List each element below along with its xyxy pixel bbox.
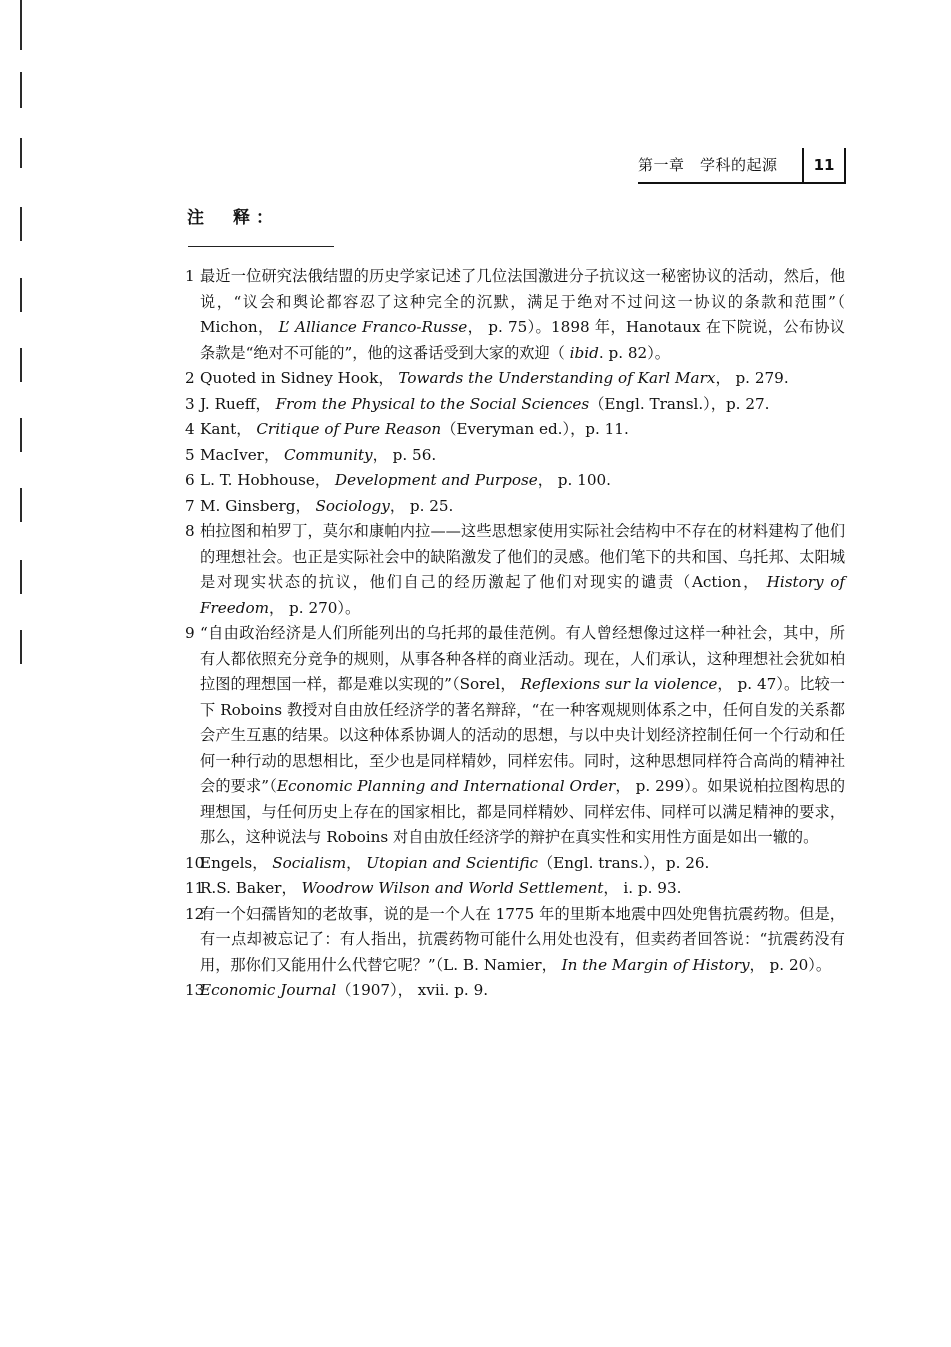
note-italic-title: Economic Planning and International Order <box>276 777 616 795</box>
binding-mark <box>20 560 22 594</box>
note-text <box>200 851 845 877</box>
note-item <box>185 519 845 621</box>
note-number: 11 <box>185 879 205 897</box>
note-italic-title: From the Physical to the Social Sciences <box>275 394 590 413</box>
chapter-label: 第一章 学科的起源 <box>638 148 802 184</box>
note-text <box>200 468 845 494</box>
heading-rule <box>188 246 334 247</box>
note-item <box>185 468 845 494</box>
note-text <box>200 621 845 851</box>
note-item <box>185 417 845 443</box>
note-segment: L. T. Hobhouse， <box>200 471 335 489</box>
note-text <box>200 417 845 443</box>
note-number: 6 <box>185 471 195 489</box>
note-italic-title: L’ Alliance Franco-Russe <box>278 318 468 336</box>
binding-mark <box>20 418 22 452</box>
note-italic-title: ibid <box>569 343 599 362</box>
note-number: 1 <box>185 267 195 285</box>
note-item <box>185 851 845 877</box>
note-segment: 柏拉图和柏罗丁，莫尔和康帕内拉——这些思想家使用实际社会结构中不存在的材料建构了他们的理想社会。也正是实际社会中的缺陷激发了他们的灵感。他们笔下的共和国、乌托邦、太阳城是对现实状态的抗议，他们自己的经历激起了他们对现实的谴责（Action， <box>200 522 845 591</box>
note-item <box>185 392 845 418</box>
note-text <box>200 366 845 392</box>
note-number: 4 <box>185 420 195 438</box>
binding-mark <box>20 0 22 50</box>
note-number: 12 <box>185 904 205 923</box>
binding-mark <box>20 138 22 168</box>
binding-mark <box>20 207 22 241</box>
note-segment: Kant， <box>200 420 257 438</box>
note-item <box>185 621 845 851</box>
note-segment: J. Rueff， <box>200 394 276 413</box>
note-number: 8 <box>185 522 195 540</box>
note-segment: 有一个妇孺皆知的老故事，说的是一个人在 1775 年的里斯本地震中四处兜售抗震药物。但是，有一点却被忘记了：有人指出，抗震药物可能什么用处也没有，但卖药者回答说：“抗震药没有用，那你们又能用什么代替它呢？”（L. B. Namier， <box>200 904 845 974</box>
note-text <box>200 392 845 418</box>
note-number: 9 <box>185 624 195 642</box>
note-text <box>200 876 845 902</box>
note-segment: ， p. 75）。1898 年，Hanotaux 在下院说，公布协议条款是“绝对不可能的”，他的这番话受到大家的欢迎（ <box>200 318 845 362</box>
running-head <box>638 148 846 184</box>
note-segment: 最近一位研究法俄结盟的历史学家记述了几位法国激进分子抗议这一秘密协议的活动，然后，他说，“议会和舆论都容忍了这种完全的沉默，满足于绝对不过问这一协议的条款和范围”（ Michon， <box>200 267 845 336</box>
note-segment: （Everyman ed.），p. 11. <box>441 420 629 438</box>
note-item <box>185 902 845 979</box>
binding-mark <box>20 630 22 664</box>
note-text <box>200 978 845 1004</box>
notes-list <box>185 264 845 1004</box>
note-italic-title: Sociology <box>315 496 390 515</box>
note-italic-title: Critique of Pure Reason <box>256 420 442 438</box>
note-segment: （1907）， xvii. p. 9. <box>336 981 489 999</box>
binding-mark <box>20 488 22 522</box>
note-italic-title: Towards the Understanding of Karl Marx <box>398 369 716 387</box>
note-item <box>185 978 845 1004</box>
note-italic-title: Woodrow Wilson and World Settlement <box>301 879 604 897</box>
note-item <box>185 443 845 469</box>
note-segment: Engels， <box>200 853 273 872</box>
note-segment: . p. 82）。 <box>598 343 670 362</box>
note-italic-title: Development and Purpose <box>334 471 538 489</box>
note-italic-title: Utopian and Scientific <box>366 853 538 872</box>
note-italic-title: History of Freedom <box>200 573 846 617</box>
note-italic-title: Reflexions sur la violence <box>520 675 718 693</box>
note-segment: M. Ginsberg， <box>200 496 316 515</box>
note-segment: R.S. Baker， <box>200 879 302 897</box>
note-segment: “自由政治经济是人们所能列出的乌托邦的最佳范例。有人曾经想像过这样一种社会，其中，所有人都依照充分竞争的规则，从事各种各样的商业活动。现在，人们承认，这种理想社会犹如柏拉图的理想国一样，都是难以实现的”（Sorel， <box>200 624 845 693</box>
note-text <box>200 902 845 979</box>
binding-mark <box>20 348 22 382</box>
notes-heading: 注 释： <box>187 208 279 228</box>
note-italic-title: In the Margin of History <box>561 955 750 974</box>
note-segment: （Engl. Transl.），p. 27. <box>589 394 770 413</box>
note-segment: ， p. 100. <box>537 471 611 489</box>
note-segment: ， p. 270）。 <box>269 598 361 617</box>
note-segment: ， i. p. 93. <box>603 879 682 897</box>
note-segment: ， p. 56. <box>372 445 437 464</box>
note-text <box>200 443 845 469</box>
note-text <box>200 519 845 621</box>
note-segment: ， p. 47）。比较一下 Roboins 教授对自由放任经济学的著名辩辞，“在一种客观规则体系之中，任何自发的关系都会产生互惠的结果。以这种体系协调人的活动的思想，与以中央计划经济控制任何一个行动和任何一种行动的思想相比，至少也是同样精妙，同样宏伟。同时，这种思想同样符合高尚的精神社会的要求”（ <box>200 675 845 795</box>
note-item <box>185 876 845 902</box>
note-segment: ， p. 20）。 <box>749 955 832 974</box>
binding-mark <box>20 278 22 312</box>
note-item <box>185 264 845 366</box>
note-text <box>200 264 845 366</box>
note-number: 13 <box>185 981 205 999</box>
page-number: 11 <box>802 148 846 184</box>
note-segment: （Engl. trans.），p. 26. <box>537 853 710 872</box>
note-italic-title: Socialism <box>272 853 347 872</box>
note-segment: ， p. 299）。如果说柏拉图构思的理想国，与任何历史上存在的国家相比，都是同样精妙、同样宏伟、同样可以满足精神的要求，那么，这种说法与 Roboins 对自由放任经济学的辩护在真实性和实用性方面是如出一辙的。 <box>200 777 846 846</box>
note-item <box>185 366 845 392</box>
note-segment: MacIver， <box>200 445 284 464</box>
note-italic-title: Economic Journal <box>200 981 337 999</box>
binding-mark <box>20 72 22 108</box>
note-text <box>200 494 845 520</box>
note-number: 7 <box>185 496 195 515</box>
note-segment: ， <box>346 853 367 872</box>
note-segment: ， p. 279. <box>715 369 789 387</box>
note-number: 5 <box>185 445 195 464</box>
note-italic-title: Community <box>283 445 373 464</box>
note-segment: Quoted in Sidney Hook， <box>200 369 399 387</box>
note-number: 10 <box>185 853 205 872</box>
note-number: 2 <box>185 369 195 387</box>
note-number: 3 <box>185 394 195 413</box>
note-segment: ， p. 25. <box>389 496 454 515</box>
note-item <box>185 494 845 520</box>
